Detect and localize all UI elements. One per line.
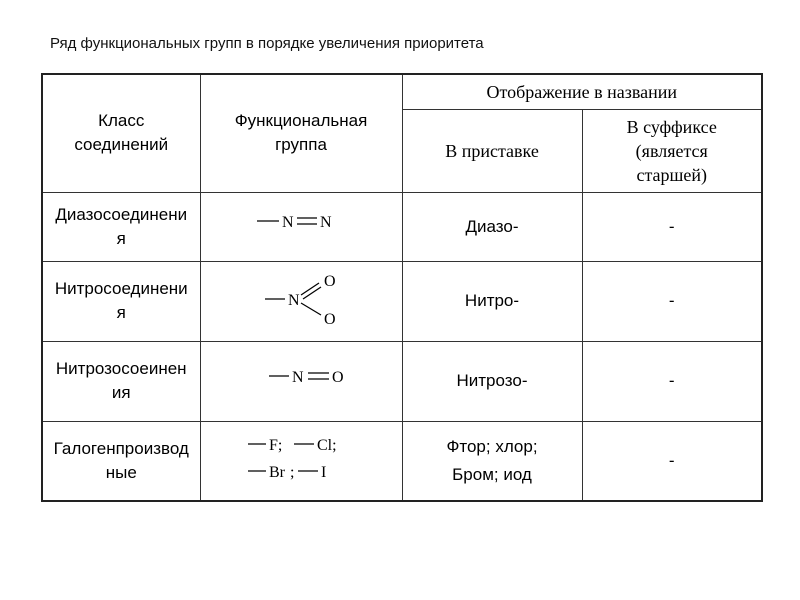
formula-nitroso — [200, 341, 402, 421]
row-suffix: - — [582, 421, 762, 501]
formula-nitro — [200, 261, 402, 341]
formula-diazo — [200, 192, 402, 261]
nitroso-atom-o: O — [332, 368, 344, 386]
header-group-label: Функциональная группа — [234, 111, 368, 155]
nitroso-atom-n: N — [292, 368, 304, 386]
row-prefix: Нитро- — [402, 261, 582, 341]
row-prefix-label: Фтор; хлор; Бром; иод — [446, 436, 538, 484]
header-suffix — [582, 109, 762, 192]
header-suffix-label: В суффиксе (является старшей) — [626, 116, 717, 185]
nitro-atom-n: N — [288, 291, 300, 309]
row-class — [42, 192, 200, 261]
header-class — [42, 74, 200, 192]
row-suffix: - — [582, 341, 762, 421]
halogen-f: F; — [269, 437, 283, 455]
row-class-label: Нитросоединения — [54, 279, 188, 322]
row-suffix: - — [582, 261, 762, 341]
nitro-atom-o2: O — [324, 310, 336, 328]
nitro-structure — [241, 269, 361, 329]
header-display: Отображение в названии — [402, 74, 762, 109]
functional-groups-table — [41, 73, 763, 502]
header-group — [200, 74, 402, 192]
row-class-label: Диазосоединения — [55, 204, 188, 248]
halogen-semicolon: ; — [290, 464, 295, 482]
diazo-structure — [241, 209, 361, 239]
row-prefix — [402, 421, 582, 501]
diazo-atom-n2: N — [320, 214, 332, 231]
diazo-atom-n1: N — [282, 214, 294, 231]
row-class-label: Нитрозосоеинения — [55, 359, 187, 402]
table-row — [42, 261, 762, 341]
row-prefix: Диазо- — [402, 192, 582, 261]
row-class-label: Галогенпроизводные — [53, 438, 189, 482]
halogen-cl: Cl; — [317, 437, 337, 455]
header-prefix: В приставке — [402, 109, 582, 192]
row-class — [42, 261, 200, 341]
formula-halogen — [200, 421, 402, 501]
halogen-br: Br — [269, 464, 285, 482]
table-row — [42, 192, 762, 261]
row-class — [42, 421, 200, 501]
nitroso-structure — [241, 364, 361, 394]
halogen-i: I — [321, 464, 327, 482]
row-suffix: - — [582, 192, 762, 261]
header-class-label: Класс соединений — [74, 111, 169, 155]
table-row — [42, 341, 762, 421]
nitro-atom-o1: O — [324, 272, 336, 290]
page-title: Ряд функциональных групп в порядке увеличения приоритета — [50, 35, 484, 52]
row-prefix: Нитрозо- — [402, 341, 582, 421]
halogen-structure — [236, 431, 366, 485]
table-row — [42, 421, 762, 501]
row-class — [42, 341, 200, 421]
